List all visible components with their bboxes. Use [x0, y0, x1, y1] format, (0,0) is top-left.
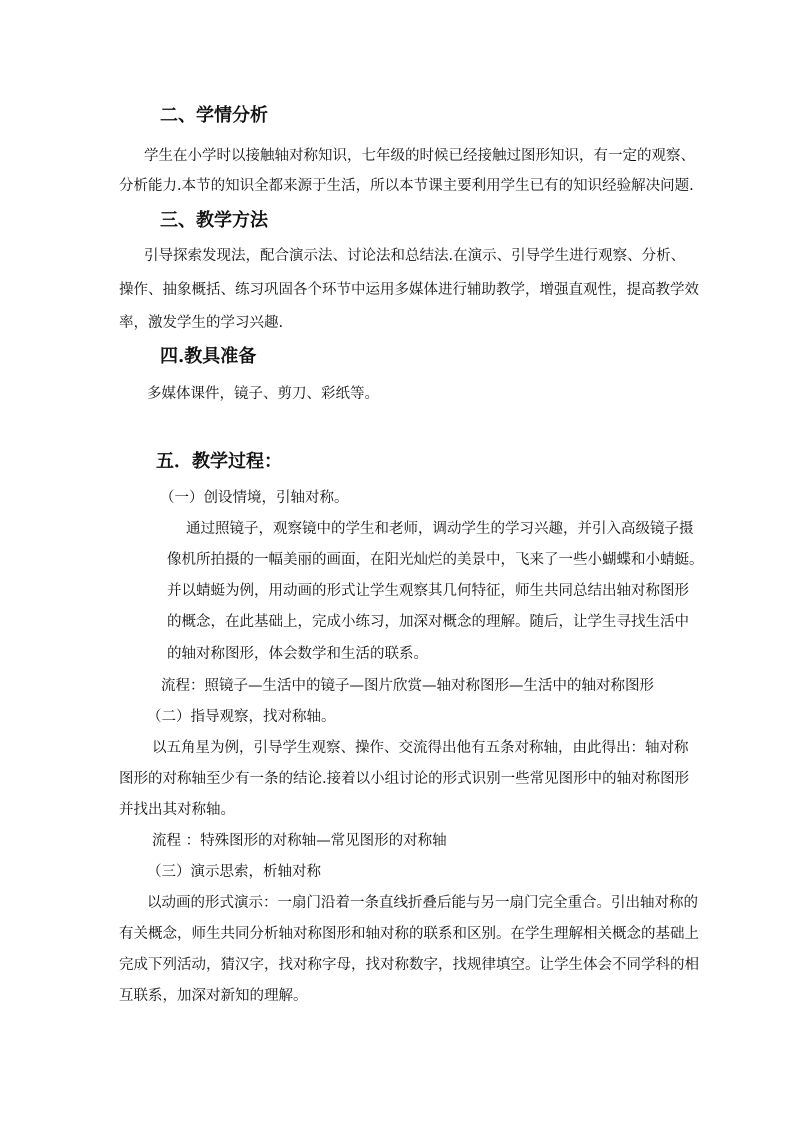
subsection-heading: （二）指导观察，找对称轴。 [147, 709, 336, 725]
paragraph-line: 率，激发学生的学习兴趣. [119, 315, 284, 331]
paragraph-line: 以五角星为例，引导学生观察、操作、交流得出他有五条对称轴，由此得出：轴对称 [152, 740, 689, 756]
paragraph-line: 操作、抽象概括、练习巩固各个环节中运用多媒体进行辅助教学，增强直观性，提高教学效 [119, 282, 699, 298]
subsection-heading: （三）演示思索，析轴对称 [147, 864, 321, 880]
paragraph-line: 并找出其对称轴。 [119, 802, 235, 818]
flow-line: 流程：照镜子—生活中的镜子—图片欣赏—轴对称图形—生活中的轴对称图形 [161, 678, 654, 694]
flow-line: 流程 ：特殊图形的对称轴—常见图形的对称轴 [152, 833, 447, 849]
paragraph-line: 图形的对称轴至少有一条的结论.接着以小组讨论的形式识别一些常见图形中的轴对称图形 [119, 771, 690, 787]
paragraph-line: 通过照镜子，观察镜中的学生和老师，调动学生的学习兴趣，并引入高级镜子摄 [186, 521, 694, 537]
paragraph-line: 完成下列活动，猜汉字，找对称字母，找对称数字，找规律填空。让学生体会不同学科的相 [119, 957, 699, 973]
paragraph-line: 的轴对称图形，体会数学和生活的联系。 [167, 646, 428, 662]
section-heading-teaching-process: 五．教学过程： [156, 451, 282, 472]
paragraph-line: 并以蜻蜓为例，用动画的形式让学生观察其几何特征，师生共同总结出轴对称图形 [167, 583, 689, 599]
paragraph-line: 有关概念，师生共同分析轴对称图形和轴对称的联系和区别。在学生理解相关概念的基础上 [119, 926, 699, 942]
paragraph-line: 多媒体课件，镜子、剪刀、彩纸等。 [147, 386, 379, 402]
paragraph-line: 像机所拍摄的一幅美丽的画面，在阳光灿烂的美景中，飞来了一些小蝴蝶和小蜻蜓。 [167, 552, 704, 568]
paragraph-line: 以动画的形式演示：一扇门沿着一条直线折叠后能与另一扇门完全重合。引出轴对称的 [147, 895, 698, 911]
section-heading-learning-analysis: 二、学情分析 [160, 105, 268, 126]
paragraph-line: 互联系，加深对新知的理解。 [119, 988, 308, 1004]
section-heading-teaching-aids: 四.教具准备 [160, 346, 257, 367]
paragraph-line: 的概念，在此基础上，完成小练习，加深对概念的理解。随后，让学生寻找生活中 [167, 614, 689, 630]
subsection-heading: （一）创设情境，引轴对称。 [160, 490, 349, 506]
paragraph-line: 引导探索发现法，配合演示法、讨论法和总结法.在演示、引导学生进行观察、分析、 [144, 248, 686, 264]
paragraph-line: 分析能力.本节的知识全都来源于生活，所以本节课主要利用学生已有的知识经验解决问题. [119, 178, 694, 194]
paragraph-line: 学生在小学时以接触轴对称知识，七年级的时候已经接触过图形知识，有一定的观察、 [144, 148, 695, 164]
section-heading-teaching-method: 三、教学方法 [160, 210, 268, 231]
